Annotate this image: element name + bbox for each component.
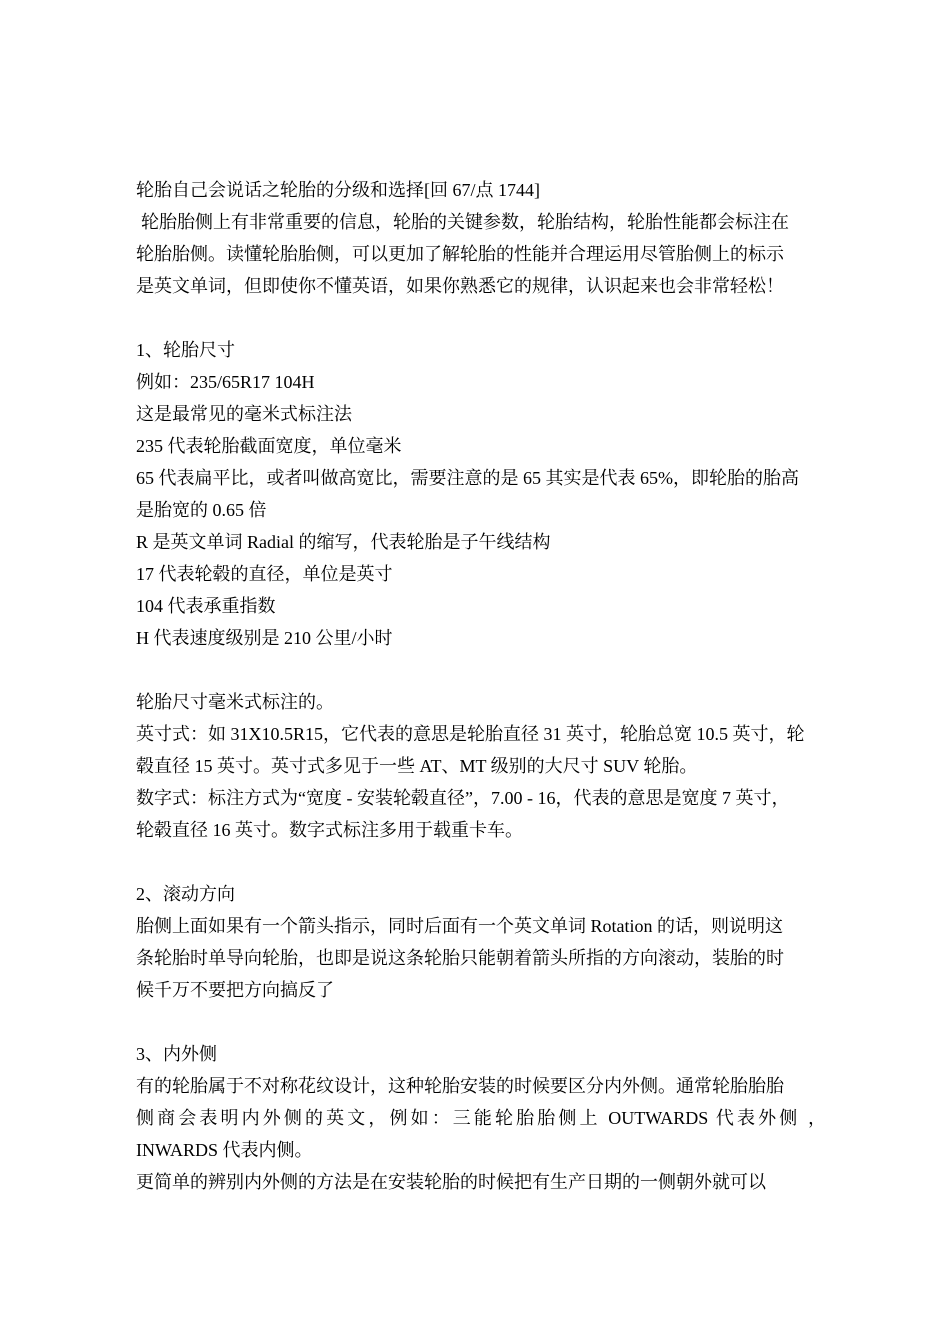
tire-size-line-8: 104 代表承重指数 bbox=[136, 596, 276, 616]
size-format-line-3: 毂直径 15 英寸。英寸式多见于一些 AT、MT 级别的大尺寸 SUV 轮胎。 bbox=[136, 756, 698, 776]
section-heading-tire-size: 1、轮胎尺寸 bbox=[136, 340, 235, 360]
document-body bbox=[136, 174, 826, 1198]
paragraph-spacer bbox=[136, 302, 826, 334]
size-format-line-2: 英寸式：如 31X10.5R15，它代表的意思是轮胎直径 31 英寸，轮胎总宽 10.5 英寸，轮 bbox=[136, 724, 805, 744]
tire-size-line-7: 17 代表轮毂的直径，单位是英寸 bbox=[136, 564, 393, 584]
document-title: 轮胎自己会说话之轮胎的分级和选择[回 67/点 1744] bbox=[136, 180, 540, 200]
rotation-line-2: 条轮胎时单导向轮胎，也即是说这条轮胎只能朝着箭头所指的方向滚动，装胎的时 bbox=[136, 948, 784, 968]
inner-outer-line-2: 侧商会表明内外侧的英文，例如：三能轮胎胎侧上 OUTWARDS 代表外侧 ， bbox=[136, 1108, 826, 1128]
section-heading-inner-outer: 3、内外侧 bbox=[136, 1044, 217, 1064]
inner-outer-line-4: 更简单的辨别内外侧的方法是在安装轮胎的时候把有生产日期的一侧朝外就可以 bbox=[136, 1172, 766, 1192]
size-format-line-5: 轮毂直径 16 英寸。数字式标注多用于载重卡车。 bbox=[136, 820, 523, 840]
section-heading-rotation: 2、滚动方向 bbox=[136, 884, 235, 904]
inner-outer-line-3: INWARDS 代表内侧。 bbox=[136, 1140, 313, 1160]
tire-size-line-9: H 代表速度级别是 210 公里/小时 bbox=[136, 628, 393, 648]
paragraph-spacer bbox=[136, 846, 826, 878]
tire-size-line-2: 这是最常见的毫米式标注法 bbox=[136, 404, 352, 424]
intro-line-1: 轮胎胎侧上有非常重要的信息，轮胎的关键参数，轮胎结构，轮胎性能都会标注在 bbox=[141, 212, 789, 232]
inner-outer-line-1: 有的轮胎属于不对称花纹设计，这种轮胎安装的时候要区分内外侧。通常轮胎胎胎 bbox=[136, 1076, 784, 1096]
paragraph-spacer bbox=[136, 654, 826, 686]
intro-line-3: 是英文单词，但即使你不懂英语，如果你熟悉它的规律，认识起来也会非常轻松！ bbox=[136, 276, 784, 296]
rotation-line-1: 胎侧上面如果有一个箭头指示，同时后面有一个英文单词 Rotation 的话，则说明这 bbox=[136, 916, 783, 936]
rotation-line-3: 候千万不要把方向搞反了 bbox=[136, 980, 334, 1000]
tire-size-line-6: R 是英文单词 Radial 的缩写，代表轮胎是子午线结构 bbox=[136, 532, 551, 552]
intro-line-2: 轮胎胎侧。读懂轮胎胎侧，可以更加了解轮胎的性能并合理运用尽管胎侧上的标示 bbox=[136, 244, 784, 264]
tire-size-line-1: 例如：235/65R17 104H bbox=[136, 372, 315, 392]
tire-size-line-3: 235 代表轮胎截面宽度，单位毫米 bbox=[136, 436, 402, 456]
size-format-line-1: 轮胎尺寸毫米式标注的。 bbox=[136, 692, 334, 712]
tire-size-line-4: 65 代表扁平比，或者叫做高宽比，需要注意的是 65 其实是代表 65%，即轮胎的胎高 bbox=[136, 468, 799, 488]
paragraph-spacer bbox=[136, 1006, 826, 1038]
size-format-line-4: 数字式：标注方式为“宽度 - 安装轮毂直径”，7.00 - 16，代表的意思是宽度 7 英寸， bbox=[136, 788, 790, 808]
tire-size-line-5: 是胎宽的 0.65 倍 bbox=[136, 500, 267, 520]
